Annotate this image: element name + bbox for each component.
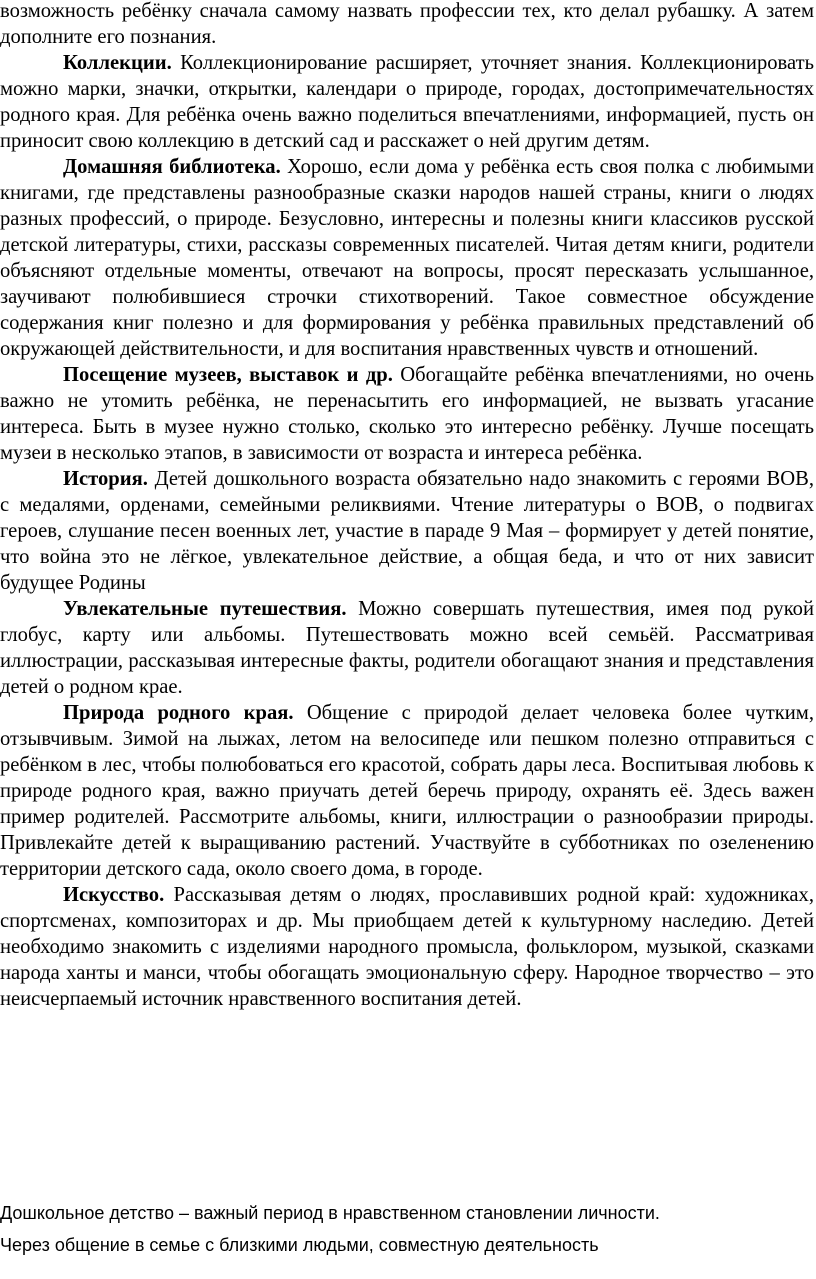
- paragraph-collections: [0, 50, 814, 154]
- paragraph-heading: Искусство.: [63, 884, 165, 906]
- paragraph-heading: Увлекательные путешествия.: [63, 598, 347, 620]
- paragraph-text: Детей дошкольного возраста обязательно надо знакомить с героями ВОВ, с медалями, орденами, семейными реликвиями. Чтение литературы о ВОВ, о подвигах героев, слушание песен военных лет, участие в параде 9 Мая – формирует у детей понятие, что война это не лёгкое, увлекательное действие, а общая беда, и что от них зависит будущее Родины: [0, 468, 814, 594]
- closing-line: Через общение в семье с близкими людьми, совместную деятельность: [0, 1235, 599, 1255]
- paragraph-text: Коллекционирование расширяет, уточняет знания. Коллекционировать можно марки, значки, открытки, календари о природе, городах, достопримечательностях родного края. Для ребёнка очень важно поделиться впечатлениями, информацией, пусть он приносит свою коллекцию в детский сад и расскажет о ней другим детям.: [0, 52, 814, 152]
- paragraph-text: Рассказывая детям о людях, прославивших родной край: художниках, спортсменах, композиторах и др. Мы приобщаем детей к культурному наследию. Детей необходимо знакомить с изделиями народного промысла, фольклором, музыкой, сказками народа ханты и манси, чтобы обогащать эмоциональную сферу. Народное творчество – это неисчерпаемый источник нравственного воспитания детей.: [0, 884, 814, 1010]
- closing-line: Дошкольное детство – важный период в нравственном становлении личности.: [0, 1203, 660, 1223]
- paragraph-museums: [0, 362, 814, 466]
- paragraph-text: Обогащайте ребёнка впечатлениями, но очень важно не утомить ребёнка, не перенасытить его информацией, не вызвать угасание интереса. Быть в музее нужно столько, сколько это интересно ребёнку. Лучше посещать музеи в несколько этапов, в зависимости от возраста и интереса ребёнка.: [0, 364, 814, 464]
- paragraph-text: Общение с природой делает человека более чутким, отзывчивым. Зимой на лыжах, летом на велосипеде или пешком полезно отправиться с ребёнком в лес, чтобы полюбоваться его красотой, собрать дары леса. Воспитывая любовь к природе родного края, важно приучать детей беречь природу, охранять её. Здесь важен пример родителей. Рассмотрите альбомы, книги, иллюстрации о разнообразии природы. Привлекайте детей к выращиванию растений. Участвуйте в субботниках по озеленению территории детского сада, около своего дома, в городе.: [0, 702, 814, 880]
- paragraph-history: [0, 466, 814, 596]
- paragraph-heading: История.: [63, 468, 148, 490]
- paragraph-intro: [0, 0, 814, 50]
- paragraph-heading: Домашняя библиотека.: [63, 156, 281, 178]
- paragraph-heading: Коллекции.: [63, 52, 172, 74]
- paragraph-nature: [0, 700, 814, 882]
- closing-section: [0, 1198, 816, 1260]
- paragraph-heading: Посещение музеев, выставок и др.: [63, 364, 393, 386]
- paragraph-text: Можно совершать путешествия, имея под рукой глобус, карту или альбомы. Путешествовать можно всей семьёй. Рассматривая иллюстрации, рассказывая интересные факты, родители обогащают знания и представления детей о родном крае.: [0, 598, 814, 698]
- paragraph-heading: Природа родного края.: [63, 702, 294, 724]
- paragraph-travels: [0, 596, 814, 700]
- paragraph-text: возможность ребёнку сначала самому назвать профессии тех, кто делал рубашку. А затем дополните его познания.: [0, 0, 814, 48]
- paragraph-text: Хорошо, если дома у ребёнка есть своя полка с любимыми книгами, где представлены разнообразные сказки народов нашей страны, книги о людях разных профессий, о природе. Безусловно, интересны и полезны книги классиков русской детской литературы, стихи, рассказы современных писателей. Читая детям книги, родители объясняют отдельные моменты, отвечают на вопросы, просят пересказать услышанное, заучивают полюбившиеся строчки стихотворений. Такое совместное обсуждение содержания книг полезно и для формирования у ребёнка правильных представлений об окружающей действительности, и для воспитания нравственных чувств и отношений.: [0, 156, 814, 360]
- paragraph-art: [0, 882, 814, 1012]
- paragraph-library: [0, 154, 814, 362]
